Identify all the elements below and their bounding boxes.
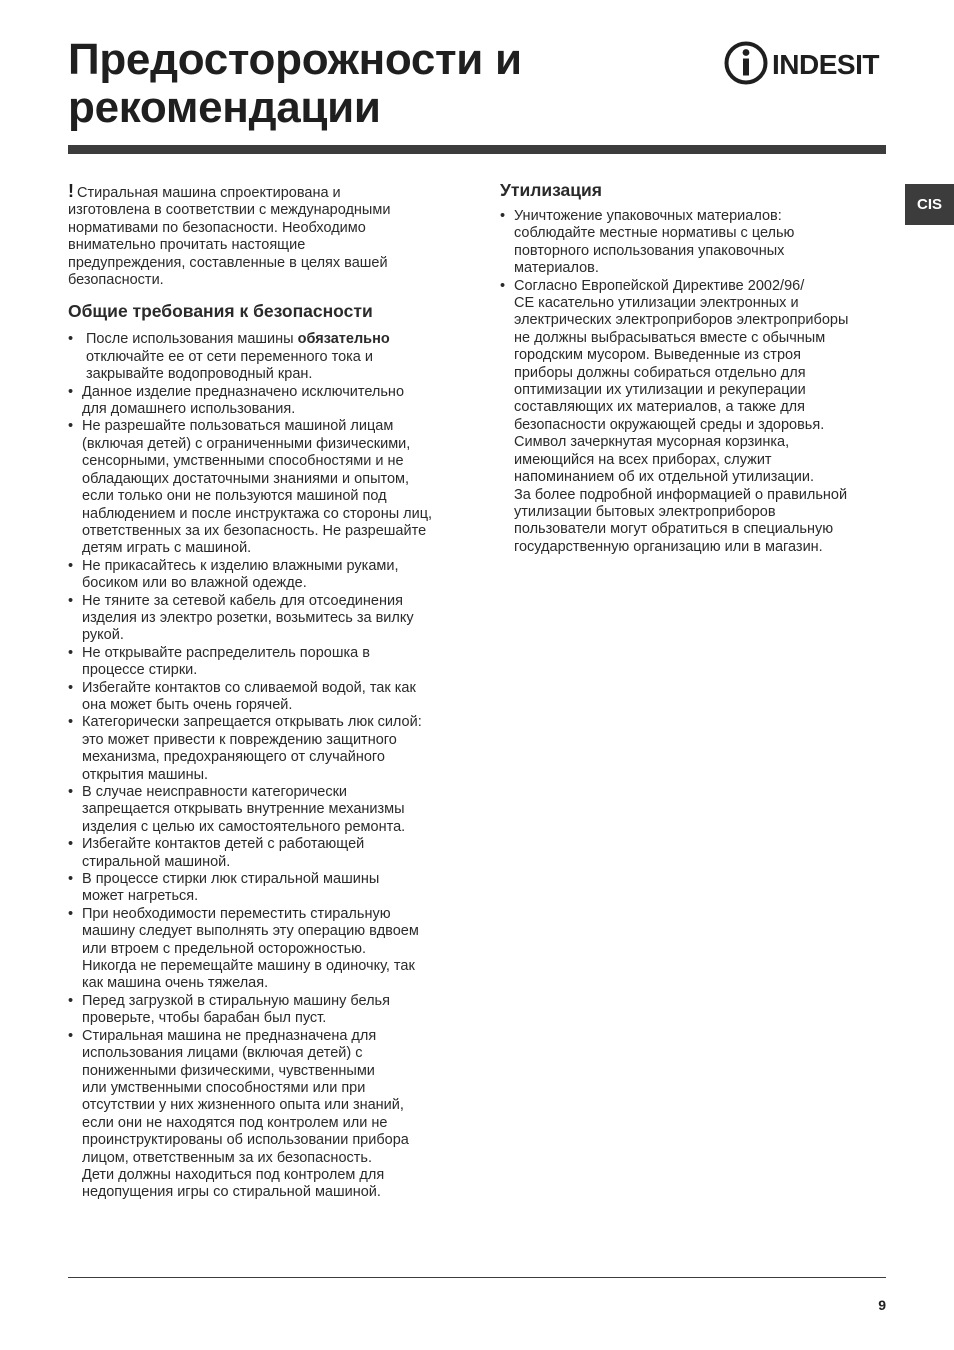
list-item-line: механизма, предохраняющего от случайного bbox=[82, 749, 385, 766]
list-item-line: • Согласно Европейской Директиве 2002/96/ bbox=[514, 277, 805, 294]
first-item-emphasis: обязательно bbox=[297, 331, 390, 348]
list-item bbox=[68, 1028, 460, 1202]
list-item-line: Дети должны находиться под контролем для bbox=[82, 1166, 385, 1183]
list-item bbox=[68, 680, 460, 715]
list-item-line: пользователи могут обратиться в специальную bbox=[514, 521, 834, 538]
list-item-line: отключайте ее от сети переменного тока и bbox=[86, 348, 373, 365]
list-item-line: городским мусором. Выведенные из строя bbox=[514, 347, 801, 364]
list-item-line: CE касательно утилизации электронных и bbox=[514, 295, 799, 312]
list-item-line: изделия из электро розетки, возьмитесь за вилку bbox=[82, 609, 414, 626]
list-item-line: лицом, ответственным за их безопасность. bbox=[82, 1149, 372, 1166]
list-item-line: оптимизации их утилизации и рекуперации bbox=[514, 382, 806, 399]
brand-name: INDESIT bbox=[772, 49, 879, 80]
safety-heading: Общие требования к безопасности bbox=[68, 301, 373, 322]
list-item bbox=[68, 871, 460, 906]
indesit-logo bbox=[724, 40, 886, 86]
list-item-line: проинструктированы об использовании прибора bbox=[82, 1132, 409, 1149]
list-item-line: • Категорически запрещается открывать люк силой: bbox=[82, 714, 422, 731]
list-item-line: материалов. bbox=[514, 260, 599, 277]
list-item-line: пониженными физическими, чувственными bbox=[82, 1062, 375, 1079]
list-item-line: наблюдением и после инструктажа со стороны лиц, bbox=[82, 505, 433, 522]
list-item-line: ответственных за их безопасность. Не разрешайте bbox=[82, 522, 427, 539]
list-item-line: проверьте, чтобы барабан был пуст. bbox=[82, 1010, 327, 1027]
list-item-line: • Не разрешайте пользоваться машиной лицам bbox=[82, 418, 394, 435]
page-number: 9 bbox=[878, 1297, 886, 1313]
list-item bbox=[68, 906, 460, 993]
list-item-line: не должны выбрасываться вместе с обычным bbox=[514, 329, 826, 346]
list-item-line: недопущения игры со стиральной машиной. bbox=[82, 1184, 381, 1201]
list-item-line: машину следует выполнять эту операцию вдвоем bbox=[82, 923, 419, 940]
list-item bbox=[500, 278, 886, 557]
list-item-line: составляющих их материалов, а также для bbox=[514, 399, 805, 416]
list-item-line: если только они не пользуются машиной под bbox=[82, 488, 387, 505]
list-item-line: • Данное изделие предназначено исключительно bbox=[82, 383, 405, 400]
title-line-2: рекомендации bbox=[68, 83, 381, 132]
list-item bbox=[68, 558, 460, 593]
list-item-line: государственную организацию или в магазин. bbox=[514, 538, 823, 555]
list-item bbox=[68, 418, 460, 557]
warning-icon: ! bbox=[68, 181, 74, 201]
list-item-line: может нагреться. bbox=[82, 888, 199, 905]
intro-line: Стиральная машина спроектирована и bbox=[77, 185, 341, 201]
intro-line: предупреждения, составленные в целях вашей bbox=[68, 254, 388, 271]
list-item-line: • При необходимости переместить стиральную bbox=[82, 905, 391, 922]
list-item-line: или умственными способностями или при bbox=[82, 1079, 366, 1096]
list-item-line: Символ зачеркнутая мусорная корзинка, bbox=[514, 434, 790, 451]
indesit-logo-icon bbox=[724, 40, 768, 86]
list-item-line: утилизации бытовых электроприборов bbox=[514, 503, 776, 520]
list-item bbox=[68, 593, 460, 645]
list-item-line: обладающих достаточными знаниями и опытом, bbox=[82, 470, 410, 487]
list-item-line: сенсорными, умственными способностями и не bbox=[82, 453, 404, 470]
list-item-line: или втроем с предельной осторожностью. bbox=[82, 940, 367, 957]
footer-rule bbox=[68, 1277, 886, 1278]
right-column bbox=[500, 180, 886, 556]
list-item-line: использования лицами (включая детей) с bbox=[82, 1045, 363, 1062]
list-item-line: соблюдайте местные нормативы с целью bbox=[514, 225, 795, 242]
list-item bbox=[68, 836, 460, 871]
list-item bbox=[68, 331, 460, 383]
disposal-list bbox=[500, 208, 886, 556]
list-item-line: открытия машины. bbox=[82, 766, 209, 783]
list-item bbox=[68, 384, 460, 419]
title-line-1: Предосторожности и bbox=[68, 35, 522, 84]
list-item-line: • Уничтожение упаковочных материалов: bbox=[514, 208, 782, 224]
list-item-line: для домашнего использования. bbox=[82, 401, 296, 418]
list-item-line: Никогда не перемещайте машину в одиночку, так bbox=[82, 958, 415, 975]
list-item-line: рукой. bbox=[82, 627, 124, 644]
list-item-line: босиком или во влажной одежде. bbox=[82, 575, 307, 592]
list-item-line: • Перед загрузкой в стиральную машину белья bbox=[82, 992, 390, 1009]
list-item bbox=[68, 784, 460, 836]
list-item-line: как машина очень тяжелая. bbox=[82, 975, 269, 992]
list-item-line: • В случае неисправности категорически bbox=[82, 784, 348, 800]
list-item bbox=[500, 208, 886, 278]
list-item-line: • Не прикасайтесь к изделию влажными руками, bbox=[82, 557, 399, 574]
language-tab: CIS bbox=[905, 184, 954, 225]
first-item-text: После использования машины bbox=[86, 331, 298, 348]
list-item-line: • Стиральная машина не предназначена для bbox=[82, 1027, 377, 1044]
intro-line: безопасности. bbox=[68, 272, 164, 289]
disposal-heading: Утилизация bbox=[500, 180, 603, 200]
intro-line: внимательно прочитать настоящие bbox=[68, 237, 306, 254]
list-item-line: отсутствии у них жизненного опыта или знаний, bbox=[82, 1097, 404, 1114]
page-title bbox=[68, 36, 522, 132]
list-item-line: имеющийся на всех приборах, служит bbox=[514, 451, 772, 468]
list-item-line: • Избегайте контактов детей с работающей bbox=[82, 836, 365, 853]
safety-list bbox=[68, 331, 460, 1201]
list-item-line: это может привести к повреждению защитного bbox=[82, 731, 397, 748]
list-item-line: закрывайте водопроводный кран. bbox=[86, 366, 313, 383]
list-item-line: электрических электроприборов электроприборы bbox=[514, 312, 849, 329]
left-column bbox=[68, 183, 460, 1202]
list-item-line: стиральной машиной. bbox=[82, 853, 231, 870]
list-item-line: процессе стирки. bbox=[82, 662, 198, 679]
list-item-line: (включая детей) с ограниченными физическими, bbox=[82, 435, 411, 452]
list-item-line: она может быть очень горячей. bbox=[82, 696, 293, 713]
list-item-line: • В процессе стирки люк стиральной машины bbox=[82, 871, 380, 888]
header-rule bbox=[68, 145, 886, 154]
list-item-line: • Не открывайте распределитель порошка в bbox=[82, 644, 370, 661]
list-item-line: приборы должны собираться отдельно для bbox=[514, 364, 806, 381]
list-item-line: • Избегайте контактов со сливаемой водой, так как bbox=[82, 679, 416, 696]
intro-paragraph bbox=[68, 183, 460, 289]
list-item bbox=[68, 993, 460, 1028]
intro-line: изготовлена в соответствии с международными bbox=[68, 202, 391, 219]
intro-line: нормативами по безопасности. Необходимо bbox=[68, 219, 366, 236]
list-item-line: За более подробной информацией о правильной bbox=[514, 486, 848, 503]
list-item-line: • Не тяните за сетевой кабель для отсоединения bbox=[82, 592, 403, 609]
list-item-line bbox=[86, 331, 460, 348]
list-item-line: безопасности окружающей среды и здоровья. bbox=[514, 416, 825, 433]
list-item-line: запрещается открывать внутренние механизмы bbox=[82, 801, 405, 818]
list-item-line: изделия с целью их самостоятельного ремонта. bbox=[82, 818, 406, 835]
list-item-line: детям играть с машиной. bbox=[82, 540, 252, 557]
list-item bbox=[68, 645, 460, 680]
list-item-line: напоминанием об их отдельной утилизации. bbox=[514, 469, 815, 486]
list-item-line: если они не находятся под контролем или не bbox=[82, 1114, 388, 1131]
list-item bbox=[68, 714, 460, 784]
list-item-line: повторного использования упаковочных bbox=[514, 242, 785, 259]
